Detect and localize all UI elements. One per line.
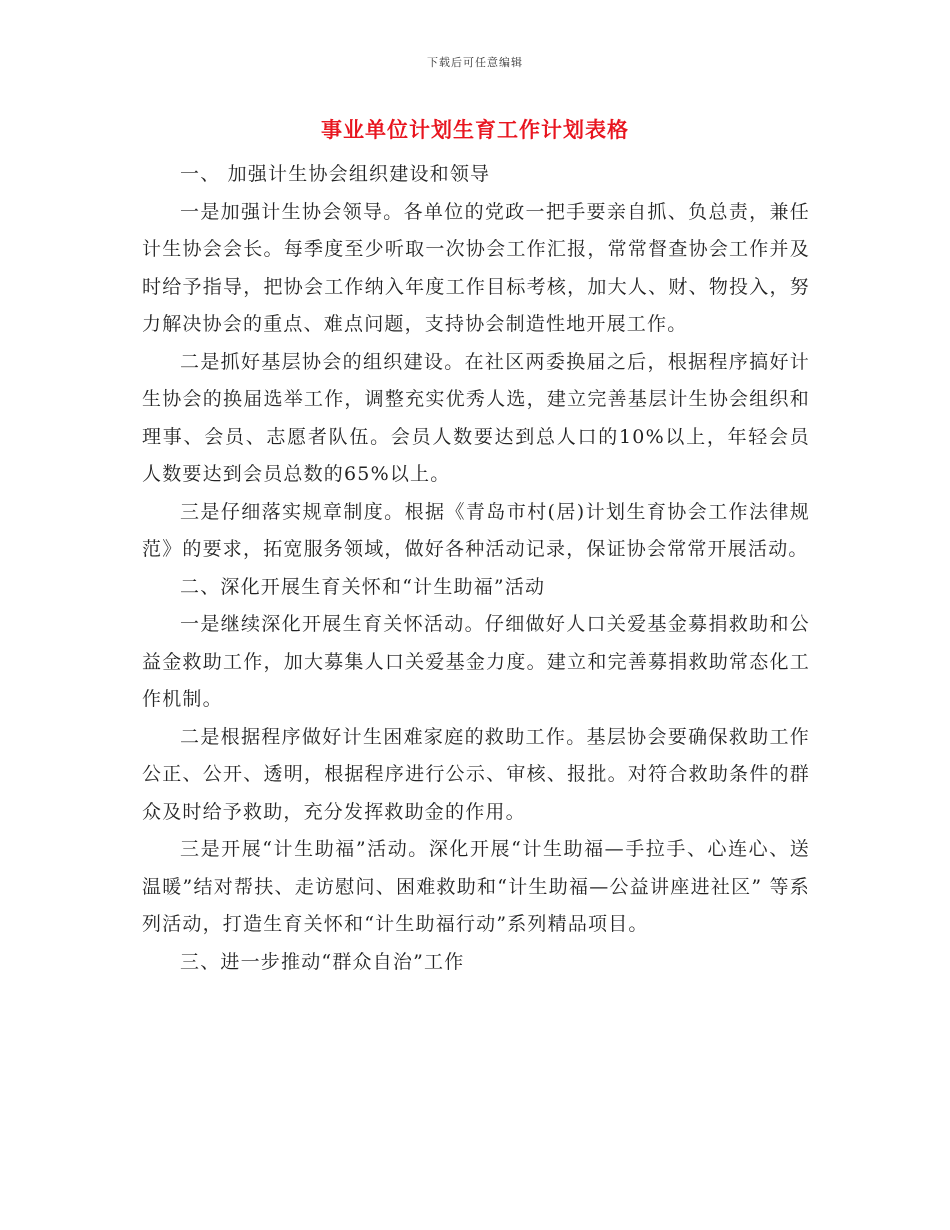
paragraph-2-2: 二是根据程序做好计生困难家庭的救助工作。基层协会要确保救助工作公正、公开、透明，根据程序进行公示、审核、报批。对符合救助条件的群众及时给予救助，充分发挥救助金的作用。 [142,725,810,823]
page-header: 下载后可任意编辑 [427,56,523,69]
section-heading-3: 三、进一步推动“群众自治”工作 [180,950,465,973]
paragraph-2-1: 一是继续深化开展生育关怀活动。仔细做好人口关爱基金募捐救助和公益金救助工作，加大募集人口关爱基金力度。建立和完善募捐救助常态化工作机制。 [142,613,810,710]
paragraph-2-3: 三是开展“计生助福”活动。深化开展“计生助福—手拉手、心连心、送温暖”结对帮扶、走访慰问、困难救助和“计生助福—公益讲座进社区” 等系列活动，打造生育关怀和“计生助福行动”系列精品项目。 [142,838,810,935]
paragraph-1-2: 二是抓好基层协会的组织建设。在社区两委换届之后，根据程序搞好计生协会的换届选举工作，调整充实优秀人选，建立完善基层计生协会组织和理事、会员、志愿者队伍。会员人数要达到总人口的10%以上，年轻会员人数要达到会员总数的65%以上。 [142,350,810,485]
section-heading-2: 二、深化开展生育关怀和“计生助福”活动 [180,575,546,598]
document-title: 事业单位计划生育工作计划表格 [321,117,629,142]
paragraph-1-1: 一是加强计生协会领导。各单位的党政一把手要亲自抓、负总责，兼任计生协会会长。每季度至少听取一次协会工作汇报，常常督查协会工作并及时给予指导，把协会工作纳入年度工作目标考核，加大人、财、物投入，努力解决协会的重点、难点问题，支持协会制造性地开展工作。 [142,200,810,335]
paragraph-1-3: 三是仔细落实规章制度。根据《青岛市村(居)计划生育协会工作法律规范》的要求，拓宽服务领域，做好各种活动记录，保证协会常常开展活动。 [142,500,810,560]
document-body [142,156,810,981]
section-heading-1: 一、 加强计生协会组织建设和领导 [180,163,491,185]
